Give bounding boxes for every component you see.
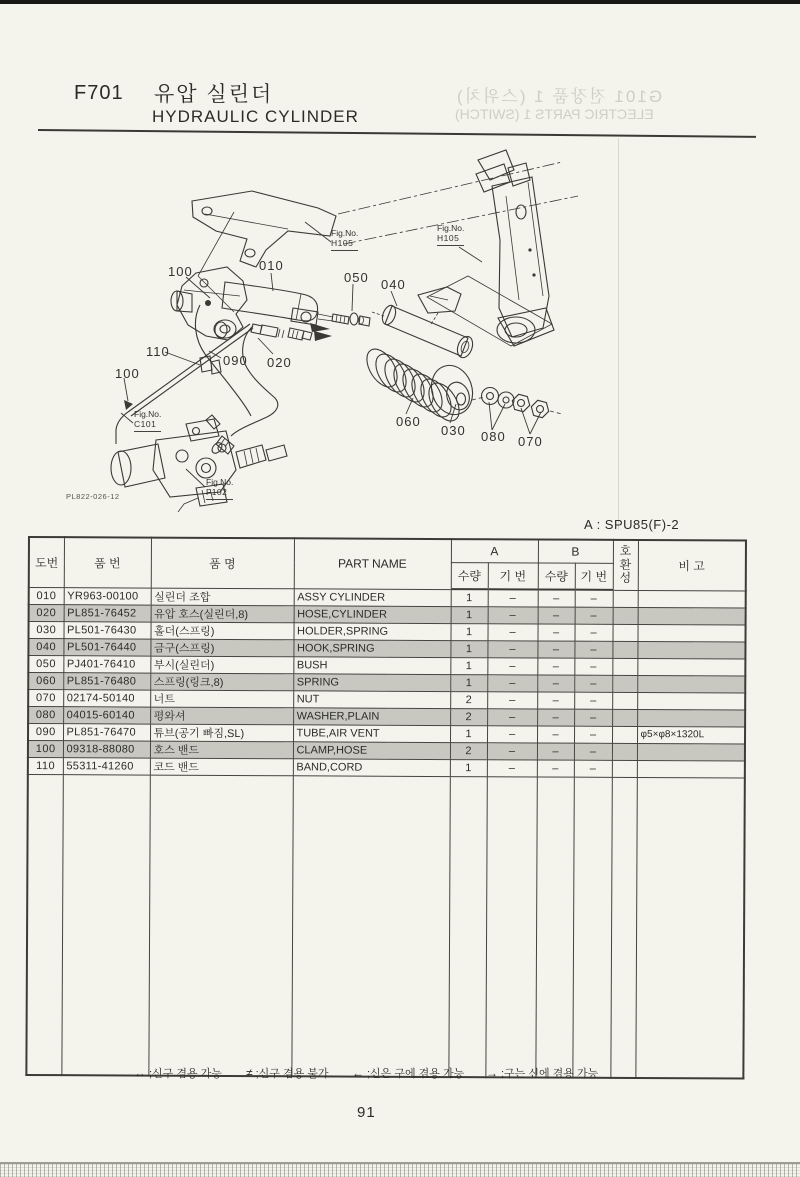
cell-compat [612,743,637,760]
cell-serial-a: – [487,657,537,674]
cell-serial-a: – [487,742,537,759]
col-header-compat: 호 환 성 [613,540,638,590]
cell-serial-b: – [574,692,612,709]
fig-ref-H105: Fig.No. H105 [437,224,464,246]
cell-part-no: 55311-41260 [63,757,150,774]
col-group-b: B [538,539,613,563]
cell-qty-b: – [537,708,574,725]
col-group-a: A [451,539,538,563]
cell-no: 090 [28,723,63,740]
col-header-serial-a: 기 번 [488,563,538,590]
part-callout-090: 090 [223,353,248,368]
cell-empty [61,774,149,1075]
cell-remark [637,641,745,659]
cell-qty-b: – [538,606,575,623]
cell-qty-a: 1 [450,759,487,776]
cell-name-ko: 튜브(공기 빠짐,SL) [150,724,293,742]
cell-remark [638,624,746,642]
cell-part-name: BUSH [293,656,450,674]
cell-qty-b: – [537,640,574,657]
cell-serial-b: – [575,624,613,641]
cell-part-no: 04015-60140 [63,706,150,723]
cell-part-name: HOSE,CYLINDER [294,605,451,623]
cell-remark [637,675,745,693]
cell-part-name: TUBE,AIR VENT [293,724,450,742]
cell-remark: φ5×φ8×1320L [637,726,745,744]
cell-qty-a: 2 [450,708,487,725]
cell-serial-b: – [574,743,612,760]
cell-qty-b: – [537,657,574,674]
cell-part-no: YR963-00100 [64,587,151,604]
cell-empty [448,776,486,1077]
cell-no: 080 [28,706,63,723]
cell-name-ko: 금구(스프링) [150,639,293,657]
legend-text: ;신구 겸용 불가 [255,1068,329,1080]
bleedthrough-title-english: ELECTRIC PARTS 1 (SWITCH) [455,106,654,122]
cell-qty-b: – [537,674,574,691]
cell-name-ko: 평와셔 [150,707,293,725]
cell-empty [485,776,536,1077]
legend-item-3 [352,1065,464,1081]
cell-serial-a: – [487,623,537,640]
part-callout-050: 050 [344,270,369,285]
cell-empty [26,774,62,1075]
cell-compat [613,607,638,624]
cell-no: 030 [29,621,64,638]
col-header-serial-b: 기 번 [575,563,613,590]
cell-remark [637,760,745,778]
empty-grid-area [26,774,744,1078]
cell-remark [637,658,745,676]
cell-no: 040 [28,638,63,655]
cell-part-no: PL501-76430 [64,621,151,638]
cell-no: 100 [28,740,63,757]
cell-part-name: HOLDER,SPRING [293,622,450,640]
cell-name-ko: 부시(실린더) [150,656,293,674]
cell-serial-b: – [574,760,612,777]
cell-empty [572,777,611,1078]
cell-name-ko: 유압 호스(실린더,8) [151,605,294,623]
cell-remark [637,692,745,710]
cell-compat [612,726,637,743]
legend-item-2 [246,1065,329,1081]
cell-qty-a: 2 [450,742,487,759]
cell-serial-a: – [487,708,537,725]
part-callout-020: 020 [267,355,292,370]
hook-and-tube-outline [372,287,475,360]
cell-serial-a: – [488,589,538,606]
cell-empty [535,776,573,1077]
cell-name-ko: 홀더(스프링) [151,622,294,640]
cell-part-name: ASSY CYLINDER [294,588,451,606]
cell-part-no: 02174-50140 [63,689,150,706]
col-header-qty-b: 수량 [538,563,575,590]
part-callout-030: 030 [441,423,466,438]
part-callout-010: 010 [259,258,284,273]
part-callout-110: 110 [146,344,170,359]
cell-no: 050 [28,655,63,672]
legend-symbol: ≠ [246,1066,253,1080]
cell-qty-b: – [537,725,574,742]
mount-bracket-outline [427,150,554,346]
col-header-qty-a: 수량 [451,563,488,590]
cell-qty-a: 1 [450,640,487,657]
cell-compat [613,590,638,607]
cell-compat [612,692,637,709]
cell-qty-a: 1 [451,606,488,623]
cell-part-name: WASHER,PLAIN [293,707,450,725]
cell-remark [638,607,746,625]
legend-symbol: ← [352,1066,364,1080]
cell-part-name: CLAMP,HOSE [293,741,450,759]
legend-item-1 [134,1065,222,1081]
cell-no: 060 [28,672,63,689]
cell-compat [612,675,637,692]
legend-symbol: → [486,1066,498,1080]
exploded-parts-drawing [0,0,800,540]
bleedthrough-title-korean: G101 전장품 1 (스위치) [455,87,663,106]
cell-serial-b: – [574,709,612,726]
cell-serial-b: – [574,726,612,743]
cell-compat [612,658,637,675]
cell-qty-a: 1 [450,674,487,691]
legend-item-4 [486,1065,598,1081]
cylinder-outline [171,267,370,340]
cell-qty-b: – [538,623,575,640]
cell-part-name: NUT [293,690,450,708]
cell-serial-a: – [487,674,537,691]
cell-part-no: PL851-76452 [64,604,151,621]
cell-name-ko: 호스 밴드 [150,741,293,759]
cell-compat [612,709,637,726]
cell-no: 110 [28,757,63,774]
cell-part-no: PJ401-76410 [63,655,150,672]
parts-table [25,536,747,1079]
legend-symbol: ↔ [134,1066,146,1080]
cell-qty-a: 2 [450,691,487,708]
cell-qty-a: 1 [451,589,488,606]
col-header-name-ko: 품 명 [151,538,294,589]
cell-qty-a: 1 [450,725,487,742]
cell-part-name: BAND,CORD [293,758,450,776]
part-callout-070: 070 [518,434,543,449]
cell-qty-a: 1 [450,623,487,640]
page-title-korean: 유압 실린더 [154,83,274,106]
col-header-remark: 비 고 [638,540,746,591]
scan-noise-strip [0,1164,800,1177]
cell-serial-a: – [487,691,537,708]
cell-no: 020 [29,604,64,621]
cell-serial-a: – [488,606,538,623]
cell-no: 070 [28,689,63,706]
cell-no: 010 [29,587,64,604]
cell-name-ko: 코드 밴드 [150,758,293,776]
cell-name-ko: 너트 [150,690,293,708]
cell-serial-a: – [487,725,537,742]
cell-qty-b: – [538,589,575,606]
cell-serial-a: – [487,640,537,657]
cell-serial-b: – [575,590,613,607]
col-header-part-name: PART NAME [294,538,451,589]
cell-qty-b: – [537,742,574,759]
part-callout-100: 100 [115,366,140,381]
cell-serial-a: – [487,759,537,776]
col-header-part-no: 품 번 [64,537,151,587]
cell-remark [637,709,745,727]
cell-empty [635,777,744,1078]
cell-qty-b: – [537,691,574,708]
drawing-number: PL822-026-12 [66,492,120,501]
cell-compat [612,760,637,777]
cell-serial-b: – [575,607,613,624]
holder-washers-nuts-outline [425,360,562,420]
cell-part-no: 09318-88080 [63,740,150,757]
cell-name-ko: 스프링(링크,8) [150,673,293,691]
section-code: F701 [74,82,124,104]
cell-part-no: PL501-76440 [63,638,150,655]
part-callout-080: 080 [481,429,506,444]
cell-part-no: PL851-76480 [63,672,150,689]
cell-serial-b: – [574,641,612,658]
cell-remark [637,743,745,761]
cell-compat [612,641,637,658]
model-label: A : SPU85(F)-2 [584,517,680,532]
col-header-no: 도번 [29,537,64,587]
page-number: 91 [357,1104,376,1121]
cell-name-ko: 실린더 조합 [151,588,294,606]
cell-compat [613,624,638,641]
legend-text: ;구는 신에 겸용 가능 [501,1068,599,1080]
cell-part-name: HOOK,SPRING [293,639,450,657]
cell-empty [291,775,449,1076]
cell-part-no: PL851-76470 [63,723,150,740]
cell-qty-b: – [537,759,574,776]
cell-serial-b: – [574,658,612,675]
page-title-english: HYDRAULIC CYLINDER [152,107,359,126]
cell-empty [148,775,292,1076]
cell-empty [610,777,636,1078]
cell-part-name: SPRING [293,673,450,691]
cell-serial-b: – [574,675,612,692]
part-callout-060: 060 [396,414,421,429]
fig-ref-F102: Fig.No. F102 [206,478,233,500]
cell-qty-a: 1 [450,657,487,674]
fig-ref-H105: Fig.No. H105 [331,229,358,251]
fig-ref-C101: Fig.No. C101 [134,410,161,432]
part-callout-100: 100 [168,264,193,279]
legend-text: ;신은 구에 겸용 가능 [367,1068,465,1080]
part-callout-040: 040 [381,277,406,292]
cell-remark [638,590,746,608]
callout-leader-lines [121,222,541,487]
legend-text: ;신구 겸용 가능 [149,1068,222,1080]
